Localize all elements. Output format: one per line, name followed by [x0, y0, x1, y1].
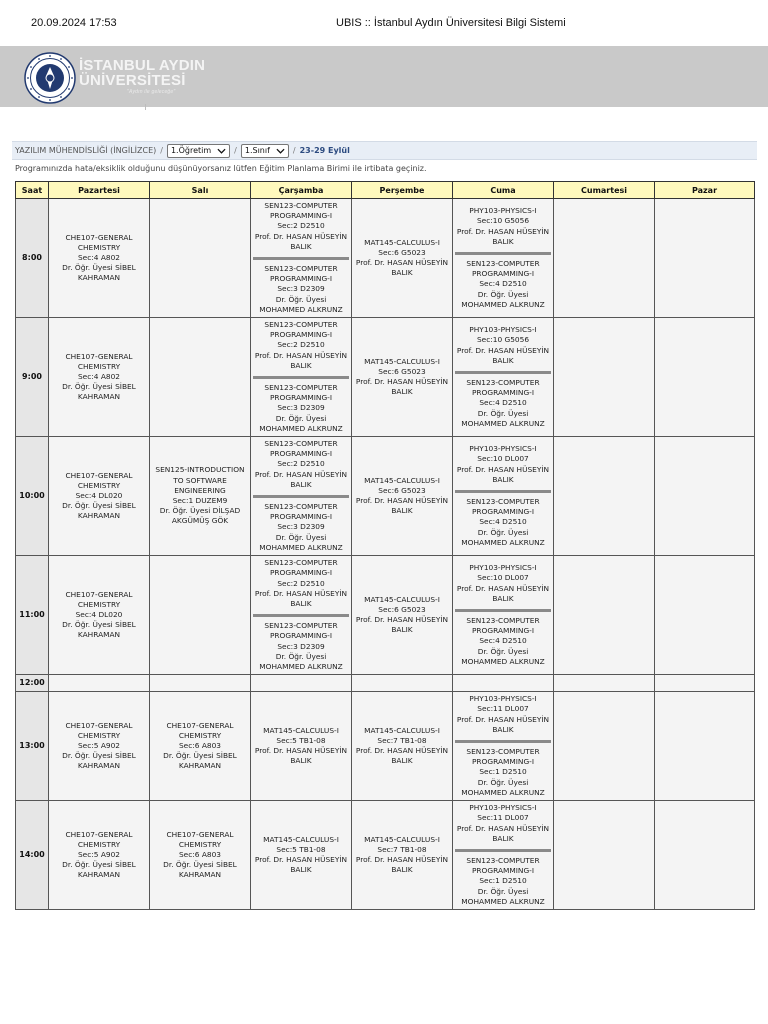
course-entry: [455, 609, 551, 669]
empty-schedule-cell: [655, 801, 755, 910]
course-instructor: Dr. Öğr. Üyesi MOHAMMED ALKRUNZ: [259, 294, 343, 314]
course-section: Sec:2 D2510: [277, 578, 325, 588]
course-name: MAT145-CALCULUS-I: [364, 475, 440, 485]
schedule-cell: [352, 692, 453, 801]
empty-schedule-cell: [655, 318, 755, 437]
course-instructor: Dr. Öğr. Üyesi MOHAMMED ALKRUNZ: [259, 651, 343, 671]
schedule-cell: [453, 556, 554, 675]
course-entry: [455, 692, 551, 737]
course-section: Sec:6 G5023: [378, 485, 426, 495]
course-section: Sec:3 D2309: [277, 284, 325, 294]
course-name: SEN123-COMPUTER PROGRAMMING-I: [264, 558, 338, 578]
course-section: Sec:4 D2510: [479, 517, 527, 527]
header-monday: Pazartesi: [49, 182, 150, 199]
course-entry: [455, 801, 551, 846]
schedule-cell: [352, 318, 453, 437]
empty-schedule-cell: [49, 675, 150, 692]
schedule-cell: [352, 437, 453, 556]
course-entry: [455, 371, 551, 431]
course-section: Sec:3 D2309: [277, 522, 325, 532]
course-instructor: Prof. Dr. HASAN HÜSEYİN BALIK: [254, 350, 348, 370]
course-entry: [354, 355, 450, 400]
course-entry: [455, 849, 551, 909]
schedule-cell: [453, 437, 554, 556]
schedule-row: [16, 437, 755, 556]
course-name: PHY103-PHYSICS-I: [469, 206, 537, 216]
breadcrumb-week: 23-29 Eylül: [299, 146, 350, 155]
course-entry: [455, 490, 551, 550]
schedule-cell: [251, 556, 352, 675]
empty-schedule-cell: [554, 437, 655, 556]
course-section: Sec:10 DL007: [477, 573, 529, 583]
course-entry: [253, 495, 349, 555]
course-name: CHE107-GENERAL CHEMISTRY: [65, 720, 133, 740]
course-section: Sec:5 TB1-08: [276, 844, 326, 854]
course-name: SEN123-COMPUTER PROGRAMMING-I: [466, 616, 540, 636]
schedule-cell: [453, 318, 554, 437]
chevron-down-icon: [217, 148, 226, 154]
schedule-row: [16, 692, 755, 801]
education-type-value: 1.Öğretim: [170, 146, 212, 155]
course-entry: [253, 199, 349, 254]
course-section: Sec:4 A802: [77, 371, 120, 381]
course-instructor: Prof. Dr. HASAN HÜSEYİN BALIK: [456, 464, 550, 484]
empty-schedule-cell: [554, 692, 655, 801]
time-slot-label: 13:00: [16, 692, 49, 801]
schedule-cell: [49, 437, 150, 556]
course-instructor: Prof. Dr. HASAN HÜSEYİN BALIK: [355, 615, 449, 635]
university-seal-icon[interactable]: [24, 52, 76, 104]
course-section: Sec:11 DL007: [477, 704, 529, 714]
schedule-row: [16, 675, 755, 692]
course-entry: [51, 350, 147, 405]
university-brand: [79, 58, 205, 96]
course-section: Sec:2 D2510: [277, 221, 325, 231]
course-entry: [455, 561, 551, 606]
course-section: Sec:2 D2510: [277, 340, 325, 350]
course-section: Sec:6 G5023: [378, 604, 426, 614]
schedule-cell: [251, 692, 352, 801]
print-page-title: UBIS :: İstanbul Aydın Üniversitesi Bilgi Sistemi: [336, 17, 566, 29]
course-entry: [354, 724, 450, 769]
course-section: Sec:11 DL007: [477, 813, 529, 823]
course-entry: [354, 593, 450, 638]
schedule-cell: [150, 437, 251, 556]
course-instructor: Dr. Öğr. Üyesi SİBEL KAHRAMAN: [62, 860, 136, 880]
header-thursday: Perşembe: [352, 182, 453, 199]
course-instructor: Dr. Öğr. Üyesi MOHAMMED ALKRUNZ: [259, 532, 343, 552]
course-name: SEN123-COMPUTER PROGRAMMING-I: [264, 502, 338, 522]
course-name: PHY103-PHYSICS-I: [469, 325, 537, 335]
course-entry: [253, 724, 349, 769]
course-name: PHY103-PHYSICS-I: [469, 444, 537, 454]
empty-schedule-cell: [453, 675, 554, 692]
course-name: SEN123-COMPUTER PROGRAMMING-I: [264, 383, 338, 403]
course-instructor: Dr. Öğr. Üyesi SİBEL KAHRAMAN: [62, 501, 136, 521]
course-entry: [455, 252, 551, 312]
schedule-cell: [150, 692, 251, 801]
empty-schedule-cell: [352, 675, 453, 692]
course-instructor: Dr. Öğr. Üyesi MOHAMMED ALKRUNZ: [461, 289, 545, 309]
course-section: Sec:10 G5056: [476, 335, 530, 345]
course-name: MAT145-CALCULUS-I: [263, 725, 339, 735]
course-entry: [253, 376, 349, 436]
course-instructor: Prof. Dr. HASAN HÜSEYİN BALIK: [456, 823, 550, 843]
course-entry: [455, 740, 551, 800]
course-name: CHE107-GENERAL CHEMISTRY: [65, 351, 133, 371]
header-wednesday: Çarşamba: [251, 182, 352, 199]
empty-schedule-cell: [655, 692, 755, 801]
empty-schedule-cell: [554, 801, 655, 910]
course-section: Sec:5 TB1-08: [276, 735, 326, 745]
empty-schedule-cell: [150, 318, 251, 437]
schedule-cell: [49, 801, 150, 910]
course-name: SEN123-COMPUTER PROGRAMMING-I: [466, 747, 540, 767]
schedule-cell: [150, 801, 251, 910]
schedule-cell: [352, 199, 453, 318]
brand-line-2: ÜNİVERSİTESİ: [79, 72, 186, 89]
course-instructor: Prof. Dr. HASAN HÜSEYİN BALIK: [456, 345, 550, 365]
course-instructor: Prof. Dr. HASAN HÜSEYİN BALIK: [254, 469, 348, 489]
course-name: PHY103-PHYSICS-I: [469, 694, 537, 704]
empty-schedule-cell: [150, 556, 251, 675]
course-name: SEN123-COMPUTER PROGRAMMING-I: [264, 621, 338, 641]
course-instructor: Prof. Dr. HASAN HÜSEYİN BALIK: [254, 231, 348, 251]
class-level-value: 1.Sınıf: [244, 146, 270, 155]
schedule-cell: [251, 318, 352, 437]
schedule-cell: [49, 556, 150, 675]
schedule-cell: [453, 692, 554, 801]
course-section: Sec:3 D2309: [277, 641, 325, 651]
print-date: 20.09.2024 17:53: [31, 17, 117, 29]
empty-schedule-cell: [655, 199, 755, 318]
course-instructor: Prof. Dr. HASAN HÜSEYİN BALIK: [355, 258, 449, 278]
course-section: Sec:6 A803: [178, 741, 221, 751]
course-instructor: Dr. Öğr. Üyesi SİBEL KAHRAMAN: [163, 751, 237, 771]
brand-motto: "Aydın ile geleceğe": [127, 89, 176, 95]
course-instructor: Dr. Öğr. Üyesi MOHAMMED ALKRUNZ: [461, 527, 545, 547]
course-section: Sec:4 D2510: [479, 636, 527, 646]
course-name: CHE107-GENERAL CHEMISTRY: [65, 829, 133, 849]
course-section: Sec:10 G5056: [476, 216, 530, 226]
breadcrumb-separator: /: [292, 146, 296, 155]
schedule-row: [16, 556, 755, 675]
course-entry: [51, 469, 147, 524]
course-section: Sec:7 TB1-08: [377, 844, 427, 854]
breadcrumb-separator: /: [234, 146, 237, 155]
schedule-cell: [251, 437, 352, 556]
banner-divider: [145, 104, 146, 110]
schedule-cell: [251, 199, 352, 318]
schedule-row: [16, 318, 755, 437]
course-name: SEN123-COMPUTER PROGRAMMING-I: [264, 320, 338, 340]
brand-line-1: İSTANBUL AYDIN: [79, 57, 206, 74]
schedule-cell: [453, 801, 554, 910]
header-friday: Cuma: [453, 182, 554, 199]
course-name: SEN125-INTRODUCTION TO SOFTWARE ENGINEERING: [155, 465, 245, 495]
course-entry: [354, 474, 450, 519]
weekly-schedule-table: [15, 181, 755, 910]
course-entry: [253, 556, 349, 611]
course-instructor: Dr. Öğr. Üyesi MOHAMMED ALKRUNZ: [461, 886, 545, 906]
course-entry: [51, 828, 147, 883]
empty-schedule-cell: [655, 437, 755, 556]
course-section: Sec:10 DL007: [477, 454, 529, 464]
schedule-cell: [251, 801, 352, 910]
course-name: MAT145-CALCULUS-I: [263, 834, 339, 844]
course-instructor: Prof. Dr. HASAN HÜSEYİN BALIK: [254, 746, 348, 766]
course-section: Sec:6 A803: [178, 850, 221, 860]
course-name: SEN123-COMPUTER PROGRAMMING-I: [264, 264, 338, 284]
empty-schedule-cell: [150, 675, 251, 692]
course-entry: [51, 231, 147, 286]
course-instructor: Dr. Öğr. Üyesi MOHAMMED ALKRUNZ: [461, 646, 545, 666]
schedule-cell: [352, 556, 453, 675]
course-instructor: Prof. Dr. HASAN HÜSEYİN BALIK: [355, 746, 449, 766]
chevron-down-icon: [276, 148, 285, 154]
header-saturday: Cumartesi: [554, 182, 655, 199]
course-section: Sec:2 D2510: [277, 459, 325, 469]
university-banner: [0, 46, 768, 107]
course-instructor: Dr. Öğr. Üyesi DİLŞAD AKGÜMÜŞ GÖK: [159, 506, 241, 526]
course-instructor: Dr. Öğr. Üyesi MOHAMMED ALKRUNZ: [259, 413, 343, 433]
schedule-notice: Programınızda hata/eksiklik olduğunu düşünüyorsanız lütfen Eğitim Planlama Birimi ile irtibata geçiniz.: [15, 164, 427, 173]
course-section: Sec:6 G5023: [378, 247, 426, 257]
print-header: [0, 0, 768, 46]
schedule-row: [16, 801, 755, 910]
course-name: MAT145-CALCULUS-I: [364, 356, 440, 366]
course-instructor: Dr. Öğr. Üyesi SİBEL KAHRAMAN: [62, 382, 136, 402]
course-instructor: Dr. Öğr. Üyesi MOHAMMED ALKRUNZ: [461, 777, 545, 797]
time-slot-label: 11:00: [16, 556, 49, 675]
course-name: SEN123-COMPUTER PROGRAMMING-I: [466, 856, 540, 876]
header-tuesday: Salı: [150, 182, 251, 199]
course-entry: [455, 442, 551, 487]
course-name: SEN123-COMPUTER PROGRAMMING-I: [264, 201, 338, 221]
course-name: MAT145-CALCULUS-I: [364, 725, 440, 735]
course-instructor: Prof. Dr. HASAN HÜSEYİN BALIK: [456, 714, 550, 734]
course-instructor: Prof. Dr. HASAN HÜSEYİN BALIK: [456, 226, 550, 246]
course-instructor: Dr. Öğr. Üyesi MOHAMMED ALKRUNZ: [461, 408, 545, 428]
course-entry: [253, 318, 349, 373]
time-slot-label: 9:00: [16, 318, 49, 437]
course-instructor: Prof. Dr. HASAN HÜSEYİN BALIK: [355, 496, 449, 516]
breadcrumb: [12, 141, 757, 160]
schedule-row: [16, 199, 755, 318]
schedule-cell: [49, 692, 150, 801]
schedule-body: [16, 199, 755, 910]
empty-schedule-cell: [554, 199, 655, 318]
course-entry: [51, 588, 147, 643]
course-section: Sec:4 D2510: [479, 279, 527, 289]
course-name: SEN123-COMPUTER PROGRAMMING-I: [264, 439, 338, 459]
course-section: Sec:7 TB1-08: [377, 735, 427, 745]
course-name: PHY103-PHYSICS-I: [469, 803, 537, 813]
course-entry: [253, 833, 349, 878]
empty-schedule-cell: [554, 556, 655, 675]
empty-schedule-cell: [655, 675, 755, 692]
course-section: Sec:4 DL020: [75, 490, 123, 500]
course-entry: [253, 614, 349, 674]
course-instructor: Dr. Öğr. Üyesi SİBEL KAHRAMAN: [163, 860, 237, 880]
course-section: Sec:4 DL020: [75, 610, 123, 619]
time-slot-label: 12:00: [16, 675, 49, 692]
empty-schedule-cell: [655, 556, 755, 675]
course-section: Sec:4 D2510: [479, 398, 527, 408]
breadcrumb-department[interactable]: YAZILIM MÜHENDİSLİĞİ (İNGİLİZCE): [15, 146, 157, 155]
header-time: Saat: [16, 182, 49, 199]
time-slot-label: 10:00: [16, 437, 49, 556]
course-name: CHE107-GENERAL CHEMISTRY: [65, 232, 133, 252]
course-name: SEN123-COMPUTER PROGRAMMING-I: [466, 377, 540, 398]
empty-schedule-cell: [554, 675, 655, 692]
course-entry: [51, 719, 147, 774]
schedule-cell: [49, 199, 150, 318]
course-name: MAT145-CALCULUS-I: [364, 237, 440, 247]
empty-schedule-cell: [150, 199, 251, 318]
empty-schedule-cell: [554, 318, 655, 437]
course-instructor: Dr. Öğr. Üyesi SİBEL KAHRAMAN: [62, 620, 136, 640]
course-name: SEN123-COMPUTER PROGRAMMING-I: [466, 258, 540, 279]
course-entry: [455, 204, 551, 249]
education-type-select[interactable]: [167, 144, 230, 158]
course-instructor: Dr. Öğr. Üyesi SİBEL KAHRAMAN: [62, 751, 136, 771]
course-entry: [354, 236, 450, 281]
course-instructor: Prof. Dr. HASAN HÜSEYİN BALIK: [254, 588, 348, 608]
schedule-cell: [453, 199, 554, 318]
schedule-cell: [352, 801, 453, 910]
course-instructor: Prof. Dr. HASAN HÜSEYİN BALIK: [456, 583, 550, 603]
course-name: CHE107-GENERAL CHEMISTRY: [65, 589, 133, 609]
course-entry: [152, 719, 248, 774]
class-level-select[interactable]: [241, 144, 289, 158]
course-instructor: Prof. Dr. HASAN HÜSEYİN BALIK: [355, 377, 449, 397]
course-section: Sec:1 DUZEM9: [172, 496, 228, 506]
header-sunday: Pazar: [655, 182, 755, 199]
schedule-header-row: [16, 182, 755, 199]
course-entry: [152, 828, 248, 883]
course-name: MAT145-CALCULUS-I: [364, 594, 440, 604]
course-entry: [354, 833, 450, 878]
course-section: Sec:4 A802: [77, 252, 120, 262]
schedule-cell: [49, 318, 150, 437]
empty-schedule-cell: [251, 675, 352, 692]
course-entry: [253, 437, 349, 492]
course-instructor: Prof. Dr. HASAN HÜSEYİN BALIK: [355, 855, 449, 875]
course-entry: [152, 463, 248, 528]
course-name: SEN123-COMPUTER PROGRAMMING-I: [466, 496, 540, 517]
course-name: MAT145-CALCULUS-I: [364, 834, 440, 844]
course-section: Sec:1 D2510: [479, 876, 527, 886]
course-section: Sec:5 A902: [77, 850, 120, 860]
course-entry: [455, 323, 551, 368]
course-section: Sec:1 D2510: [479, 767, 527, 777]
course-entry: [253, 257, 349, 317]
course-instructor: Prof. Dr. HASAN HÜSEYİN BALIK: [254, 855, 348, 875]
course-instructor: Dr. Öğr. Üyesi SİBEL KAHRAMAN: [62, 263, 136, 283]
course-name: PHY103-PHYSICS-I: [469, 563, 537, 573]
time-slot-label: 8:00: [16, 199, 49, 318]
course-name: CHE107-GENERAL CHEMISTRY: [166, 720, 234, 740]
course-name: CHE107-GENERAL CHEMISTRY: [65, 470, 133, 490]
course-section: Sec:3 D2309: [277, 403, 325, 413]
course-name: CHE107-GENERAL CHEMISTRY: [166, 829, 234, 849]
breadcrumb-separator: /: [160, 146, 163, 155]
course-section: Sec:6 G5023: [378, 366, 426, 376]
course-section: Sec:5 A902: [77, 741, 120, 751]
time-slot-label: 14:00: [16, 801, 49, 910]
